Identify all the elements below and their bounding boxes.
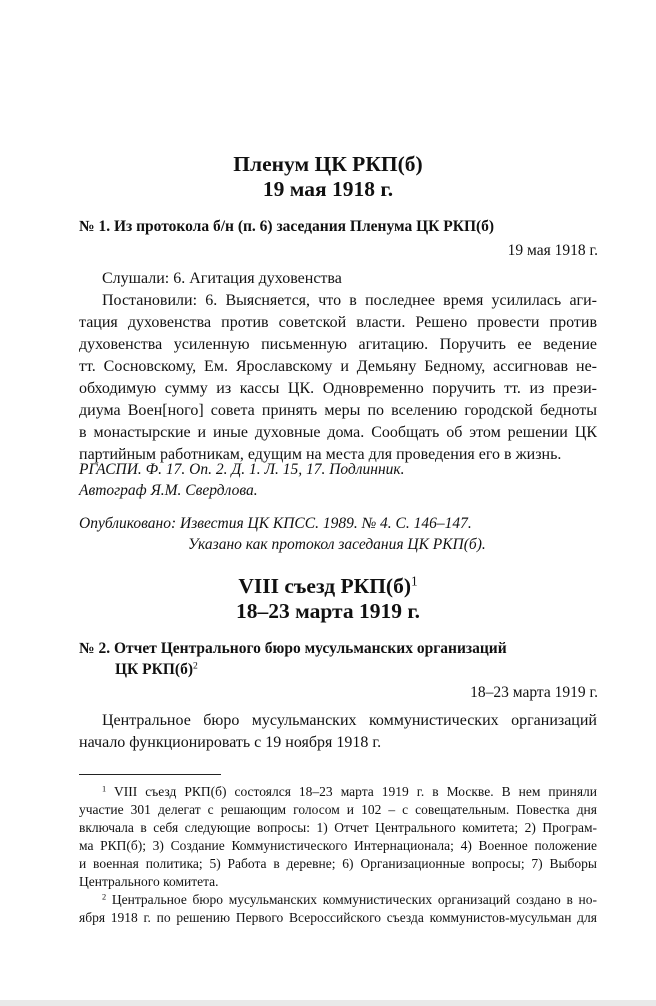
doc1-decided-line: партийным работникам, едущим на места для проведения его в жизнь.	[79, 446, 562, 463]
doc1-archive-autograph: Автограф Я.М. Свердлова.	[79, 482, 258, 499]
footnote-1-mark: 1	[102, 784, 107, 794]
doc1-decided-line: в монастырские и иные духовные дома. Сообщать об этом решении ЦК	[79, 424, 597, 441]
doc1-decided-line: Постановили: 6. Выясняется, что в последнее время усилилась аги-	[102, 292, 597, 309]
section-date-plenum: 19 мая 1918 г.	[262, 177, 394, 201]
footnote-1-line: ма РКП(б); 3) Создание Коммунистического Интернационала; 4) Военное положение	[79, 838, 597, 853]
doc2-date: 18–23 марта 1919 г.	[470, 684, 598, 701]
doc1-decided-line: диума Воен[ного] совета принять меры по вселению городской бедноты	[79, 402, 597, 419]
footnote-2-text: Центральное бюро мусульманских коммунистических организаций создано в но-	[111, 892, 598, 907]
footnote-ref-2[interactable]: 2	[193, 660, 198, 672]
doc1-decided-line: духовенства усиленную письменную агитацию. Поручить ее ведение	[79, 336, 597, 353]
doc1-heard-line: Слушали: 6. Агитация духовенства	[102, 270, 342, 287]
section-title-plenum: Пленум ЦК РКП(б)	[233, 152, 423, 176]
section-title-congress	[40, 574, 616, 599]
doc2-body-line: начало функционировать с 19 ноября 1918 г.	[79, 734, 382, 751]
footnote-2-line: ября 1918 г. по решению Первого Всероссийского съезда коммунистов-мусульман для	[79, 910, 597, 925]
footnote-2-mark: 2	[102, 892, 107, 902]
section-title-congress-text: VIII съезд РКП(б)	[238, 574, 411, 598]
doc2-heading-text: ЦК РКП(б)	[115, 661, 194, 678]
doc1-archive-ref: РГАСПИ. Ф. 17. Оп. 2. Д. 1. Л. 15, 17. Подлинник.	[79, 461, 405, 478]
footnote-ref-1[interactable]: 1	[410, 573, 418, 589]
doc1-published-note: Указано как протокол заседания ЦК РКП(б).	[188, 536, 486, 553]
section-date-congress: 18–23 марта 1919 г.	[235, 599, 421, 623]
footnote-1-line: включала в себя следующие вопросы: 1) Отчет Центрального комитета; 2) Програм-	[79, 820, 597, 835]
footnote-1-line: участие 301 делегат с решающим голосом и 102 – с совещательным. Повестка дня	[79, 802, 597, 817]
doc2-body-line: Центральное бюро мусульманских коммунистических организаций	[102, 712, 597, 729]
doc1-published-ref: Опубликовано: Известия ЦК КПСС. 1989. № 4. С. 146–147.	[79, 515, 472, 532]
page-bottom-edge	[0, 1000, 656, 1006]
footnote-1-line	[102, 783, 597, 801]
doc2-heading-cont	[115, 659, 198, 680]
doc1-date: 19 мая 1918 г.	[507, 242, 598, 259]
doc1-heading: № 1. Из протокола б/н (п. 6) заседания Пленума ЦК РКП(б)	[79, 218, 495, 235]
doc1-decided-line: тт. Сосновскому, Ем. Ярославскому и Демьяну Бедному, ассигновав не-	[79, 358, 597, 375]
doc1-decided-line: обходимую сумму из кассы ЦК. Одновременно поручить тт. из прези-	[79, 380, 597, 397]
footnote-1-line: и военная политика; 5) Работа в деревне; 6) Организационные вопросы; 7) Выборы	[79, 856, 597, 871]
doc1-decided-line: тация духовенства против советской власти. Решено провести против	[79, 314, 597, 331]
footnote-2-line	[102, 891, 597, 909]
footnote-1-text: VIII съезд РКП(б) состоялся 18–23 марта 1919 г. в Москве. В нем приняли	[113, 784, 597, 799]
doc2-heading: № 2. Отчет Центрального бюро мусульманских организаций	[79, 640, 507, 657]
footnote-separator	[79, 774, 221, 775]
footnote-1-line: Центрального комитета.	[79, 874, 219, 889]
